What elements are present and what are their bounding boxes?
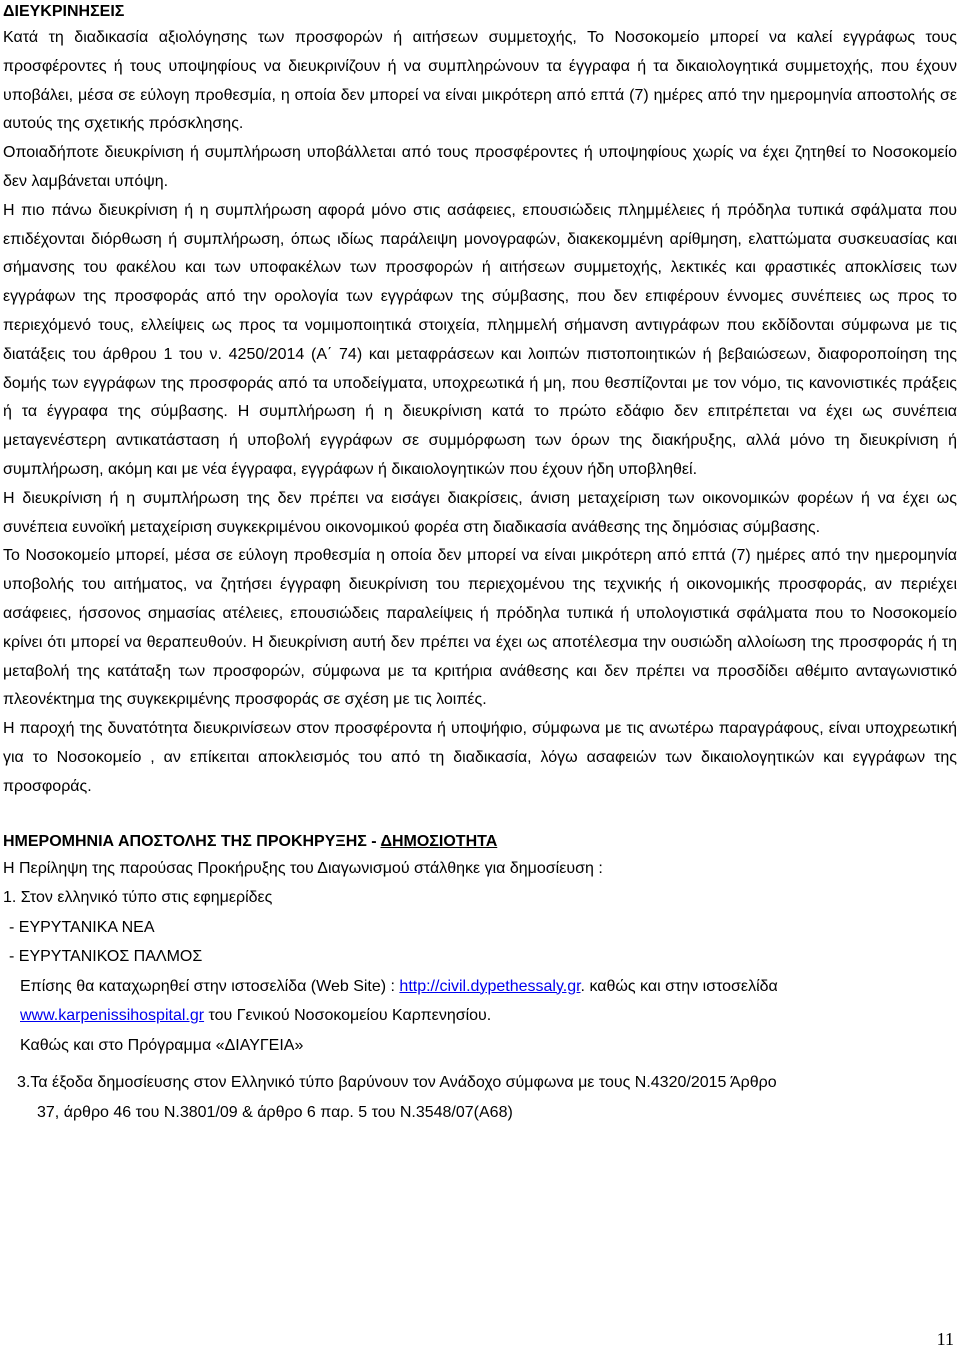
publication-heading-underlined: ΔΗΜΟΣΙΟΤΗΤΑ: [380, 832, 498, 850]
section-heading-clarifications: ΔΙΕΥΚΡΙΝΗΣΕΙΣ: [3, 3, 125, 20]
paragraph-6: Η παροχή της δυνατότητα διευκρινίσεων στον προσφέροντα ή υποψήφιο, σύμφωνα με τις ανωτέρω παραγράφους, είναι υποχρεωτική για το Νοσοκομείο , αν επίκειται αποκλεισμός του από τη διαδικασία, λόγω ασαφειών των δικαιολογητικών και εγγράφων της προσφοράς.: [3, 720, 957, 795]
paragraph-4: Η διευκρίνιση ή η συμπλήρωση της δεν πρέπει να εισάγει διακρίσεις, άνιση μεταχείριση των οικονομικών φορέων ή να έχει ως συνέπεια ευνοϊκή μεταχείριση συγκεκριμένου οικονομικού φορέα στη διαδικασία ανάθεσης της δημόσιας σύμβασης.: [3, 489, 957, 536]
website-text-3: του Γενικού Νοσοκομείου Καρπενησίου.: [204, 1007, 492, 1025]
document-page: [3, 0, 957, 1127]
section-heading-publication: [3, 830, 957, 854]
website-text-2: . καθώς και στην ιστοσελίδα: [580, 977, 778, 995]
website-link-hospital[interactable]: www.karpenissihospital.gr: [20, 1007, 205, 1025]
diavgeia-line: Καθώς και στο Πρόγραμμα «ΔΙΑΥΓΕΙΑ»: [20, 1036, 304, 1054]
paragraph-5: Το Νοσοκομείο μπορεί, μέσα σε εύλογη προθεσμία η οποία δεν μπορεί να είναι μικρότερη από επτά (7) ημέρες από την ημερομηνία υποβολής του αιτήματος, να ζητήσει έγγραφη διευκρίνιση του περιεχομένου της τεχνικής ή οικονομικής προσφοράς, αν περιέχει ασάφειες, ήσσονος σημασίας ατέλειες, επουσιώδεις παραλείψεις ή πρόδηλα τυπικά ή υπολογιστικά σφάλματα που το Νοσοκομείο κρίνει ότι μπορεί να θεραπευθούν. Η διευκρίνιση αυτή δεν πρέπει να έχει ως αποτέλεσμα την ουσιώδη αλλοίωση της προσφοράς ή τη μεταβολή της κατάταξη των προσφορών, σύμφωνα με τα κριτήρια ανάθεσης και δεν πρέπει να προσδίδει αθέμιτο ανταγωνιστικό πλεονέκτημα της συγκεκριμένης προσφοράς σε σχέση με τις λοιπές.: [3, 547, 957, 709]
newspaper-item: - ΕΥΡΥΤΑΝΙΚΟΣ ΠΑΛΜΟΣ: [9, 948, 203, 966]
publication-item-3: [3, 1068, 957, 1127]
website-link-civil[interactable]: http://civil.dypethessaly.gr: [399, 977, 581, 995]
page-number: 11: [936, 1329, 954, 1349]
newspaper-item: - ΕΥΡΥΤΑΝΙΚΑ ΝΕΑ: [9, 918, 155, 936]
paragraph-2: Οποιαδήποτε διευκρίνιση ή συμπλήρωση υποβάλλεται από τους προσφέροντες ή υποψηφίους χωρίς να έχει ζητηθεί το Νοσοκομείο δεν λαμβάνεται υπόψη.: [3, 144, 957, 190]
website-paragraph: [3, 972, 957, 1031]
item3-line-1: 3.Τα έξοδα δημοσίευσης στον Ελληνικό τύπο βαρύνουν τον Ανάδοχο σύμφωνα με τους Ν.4320/2015 Άρθρο: [17, 1074, 777, 1092]
website-text-1: Επίσης θα καταχωρηθεί στην ιστοσελίδα (Web Site) :: [20, 977, 400, 995]
publication-heading-text: ΗΜΕΡΟΜΗΝΙΑ ΑΠΟΣΤΟΛΗΣ ΤΗΣ ΠΡΟΚΗΡΥΞΗΣ -: [3, 832, 381, 850]
paragraph-1: Κατά τη διαδικασία αξιολόγησης των προσφορών ή αιτήσεων συμμετοχής, Το Νοσοκομείο μπορεί να καλεί εγγράφως τους προσφέροντες ή τους υποψηφίους να διευκρινίζουν ή να συμπληρώνουν τα έγγραφα ή τα δικαιολογητικά συμμετοχής, που έχουν υποβάλει, μέσα σε εύλογη προθεσμία, η οποία δεν μπορεί να είναι μικρότερη από επτά (7) ημέρες από την ημερομηνία αποστολής σε αυτούς της σχετικής πρόσκλησης.: [3, 29, 957, 133]
publication-intro: Η Περίληψη της παρούσας Προκήρυξης του Διαγωνισμού στάλθηκε για δημοσίευση :: [3, 859, 603, 877]
publication-item-1: 1. Στον ελληνικό τύπο στις εφημερίδες: [3, 889, 273, 907]
paragraph-3: Η πιο πάνω διευκρίνιση ή η συμπλήρωση αφορά μόνο στις ασάφειες, επουσιώδεις πλημμέλειες ή πρόδηλα τυπικά σφάλματα που επιδέχονται διόρθωση ή συμπλήρωση, όπως ιδίως παράλειψη μονογραφών, διακεκομμένη αρίθμηση, ελαττώματα συσκευασίας και σήμανσης του φακέλου και των υποφακέλων των προσφορών ή αιτήσεων συμμετοχής, λεκτικές και φραστικές αποκλίσεις των εγγράφων της προσφοράς από την ορολογία των εγγράφων της σύμβασης, που δεν επιφέρουν έννομες συνέπειες ως προς το περιεχόμενό τους, ελλείψεις ως προς τα νομιμοποιητικά στοιχεία, πλημμελή σήμανση αντιγράφων που εκδίδονται σύμφωνα με τις διατάξεις του άρθρου 1 του ν. 4250/2014 (Α΄ 74) και μεταφράσεων και λοιπών πιστοποιητικών ή βεβαιώσεων, διαφοροποίηση της δομής των εγγράφων της προσφοράς από τα υποδείγματα, υποχρεωτικά ή μη, που θεσπίζονται με τον νόμο, τις κανονιστικές πράξεις ή τα έγγραφα της σύμβασης. Η συμπλήρωση ή η διευκρίνιση κατά το πρώτο εδάφιο δεν επιτρέπεται να έχει ως συνέπεια μεταγενέστερη αντικατάσταση ή υποβολή εγγράφων σε συμμόρφωση των όρων της διακήρυξης, αλλά μόνο τη διευκρίνιση ή συμπλήρωση, ακόμη και με νέα έγγραφα, εγγράφων ή δικαιολογητικών που έχουν ήδη υποβληθεί.: [3, 201, 957, 478]
item3-line-2: 37, άρθρο 46 του Ν.3801/09 & άρθρο 6 παρ. 5 του Ν.3548/07(Α68): [37, 1103, 513, 1121]
